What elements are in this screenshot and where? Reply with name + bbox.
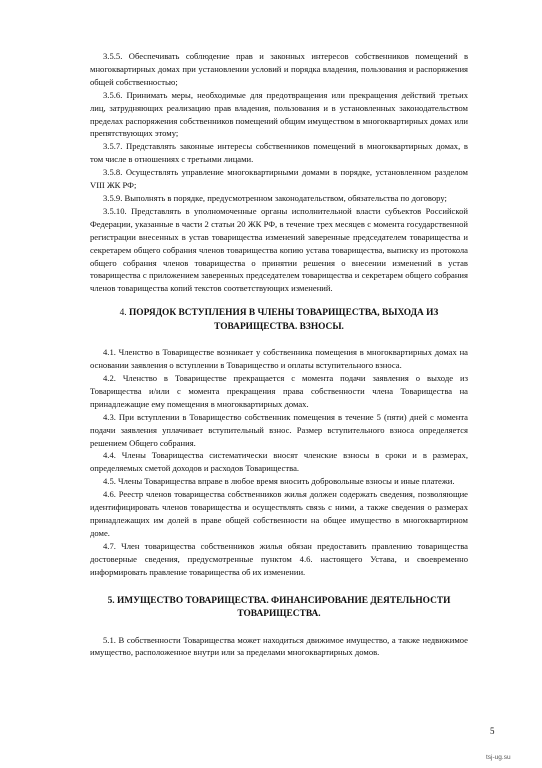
clause-3-5-8: 3.5.8. Осуществлять управление многоквартирными домами в порядке, установленном разделом VIII ЖК РФ; — [90, 167, 468, 191]
section-4-body — [90, 346, 468, 578]
clause-5-1: 5.1. В собственности Товарищества может находиться движимое имущество, а также недвижимое имущество, расположенное внутри или за пределами многоквартирных домов. — [90, 634, 468, 658]
clause-4-3: 4.3. При вступлении в Товарищество собственник помещения в течение 5 (пяти) дней с момента подачи заявления уплачивает вступительный взнос. Размер вступительного взноса определяется решением Общего собрания. — [90, 411, 468, 448]
clause-3-5-9: 3.5.9. Выполнять в порядке, предусмотренном законодательством, обязательства по договору; — [103, 192, 447, 203]
clause-4-5: 4.5. Члены Товарищества вправе в любое время вносить добровольные взносы и иные платежи. — [103, 476, 455, 487]
clause-3-5-10: 3.5.10. Представлять в уполномоченные органы исполнительной власти субъектов Российской Федерации, указанные в части 2 статьи 20 ЖК РФ, в течение трех месяцев с момента государственной регистрации внесенных в устав товарищества изменений заверенные председателем товарищества и секретарем общего собрания членов товарищества копию устава товарищества, выписку из протокола общего собрания членов товарищества о принятии решения о внесении изменений в устав товарищества с приложением заверенных председателем товарищества и секретарем общего собрания членов товарищества копий текстов соответствующих изменений. — [90, 205, 468, 294]
clause-3-5-5: 3.5.5. Обеспечивать соблюдение прав и законных интересов собственников помещений в многоквартирных домах при установлении условий и порядка владения, пользования и распоряжения общей собственностью; — [90, 51, 468, 87]
clause-4-4: 4.4. Члены Товарищества систематически вносят членские взносы в сроки и в размерах, определяемых сметой доходов и расходов Товарищества. — [90, 450, 468, 474]
page-number: 5 — [490, 726, 495, 736]
clause-4-6: 4.6. Реестр членов товарищества собственников жилья должен содержать сведения, позволяющие идентифицировать членов товарищества и осуществлять связь с ними, а также сведения о размерах принадлежащих им долей в праве общей собственности на общее имущество в многоквартирном доме. — [90, 489, 468, 538]
section-4-number: 4. — [119, 308, 127, 319]
section-5-body — [90, 634, 468, 660]
clause-3-5-6: 3.5.6. Принимать меры, необходимые для предотвращения или прекращения действий третьих лиц, затрудняющих реализацию прав владения, пользования и в установленных законодательством пределах распоряжения собственников помещений общим имуществом в многоквартирных домах или препятствующих этому; — [90, 89, 468, 139]
clause-4-1: 4.1. Членство в Товариществе возникает у собственника помещения в многоквартирных домах на основании заявления о вступлении в Товарищество и оплаты вступительного взноса. — [90, 347, 468, 371]
section-5-heading: 5. ИМУЩЕСТВО ТОВАРИЩЕСТВА. ФИНАНСИРОВАНИЕ ДЕЯТЕЛЬНОСТИ ТОВАРИЩЕСТВА. — [107, 595, 451, 620]
section-4-heading — [90, 307, 468, 334]
document-page — [90, 50, 468, 659]
clause-3-5-7: 3.5.7. Представлять законные интересы собственников помещений в многоквартирных домах, в том числе в отношениях с третьими лицами. — [90, 141, 468, 165]
section-4-title: ПОРЯДОК ВСТУПЛЕНИЯ В ЧЛЕНЫ ТОВАРИЩЕСТВА, ВЫХОДА ИЗ ТОВАРИЩЕСТВА. ВЗНОСЫ. — [128, 308, 439, 332]
site-watermark: tsj-ug.su — [486, 754, 511, 761]
clause-4-2: 4.2. Членство в Товариществе прекращается с момента подачи заявления о выходе из Товарищества и/или с момента прекращения права собственности члена Товарищества на принадлежащие ему помещения в многоквартирных домах. — [90, 373, 468, 409]
clause-4-7: 4.7. Член товарищества собственников жилья обязан предоставить правлению товарищества достоверные сведения, предусмотренные пунктом 4.6. настоящего Устава, и своевременно информировать правление товарищества об их изменении. — [90, 540, 468, 577]
section-3-continuation — [90, 50, 468, 295]
